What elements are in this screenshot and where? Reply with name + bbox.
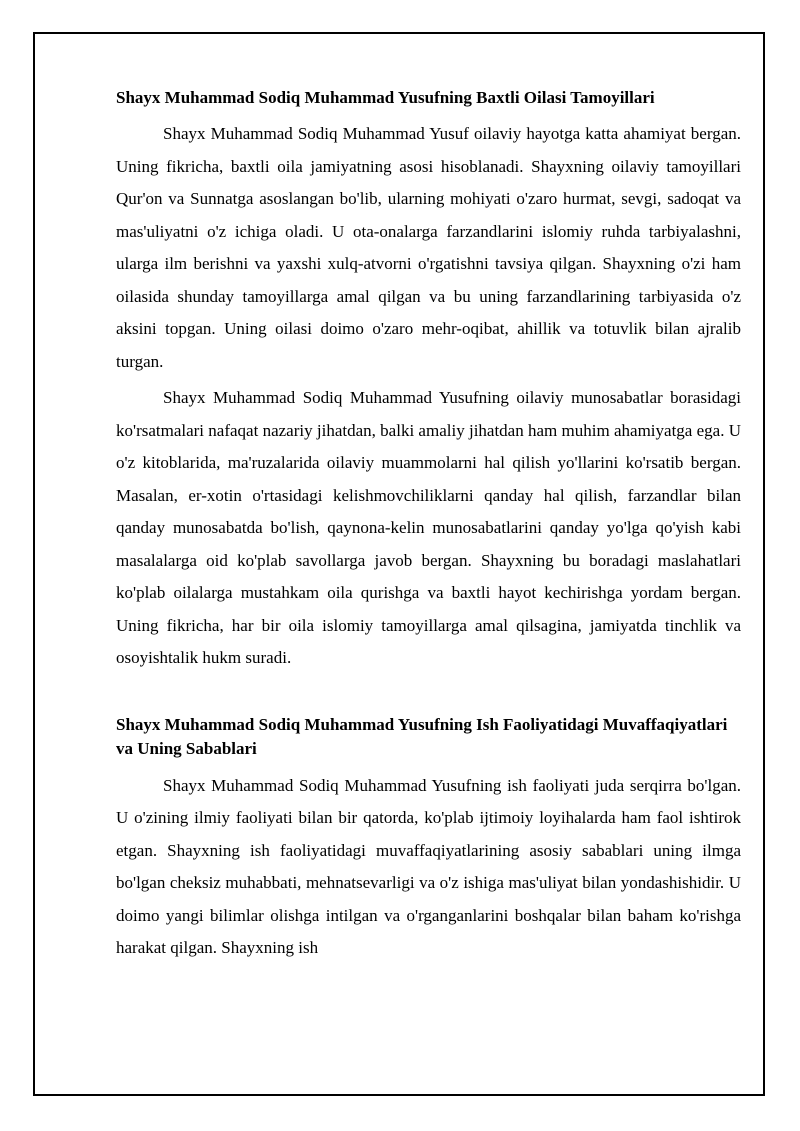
document-body [116, 86, 741, 969]
section-heading-family-principles: Shayx Muhammad Sodiq Muhammad Yusufning Baxtli Oilasi Tamoyillari [116, 88, 655, 107]
paragraph-work-success-1: Shayx Muhammad Sodiq Muhammad Yusufning ish faoliyati juda serqirra bo'lgan. U o'zining ilmiy faoliyati bilan bir qatorda, ko'plab ijtimoiy loyihalarda ham faol ishtirok etgan. Shayxning ish faoliyatidagi muvaffaqiyatlarining asosiy sabablari uning ilmga bo'lgan cheksiz muhabbati, mehnatsevarligi va o'z ishiga mas'uliyat bilan yondashishidir. U doimo yangi bilimlar olishga intilgan va o'rganganlarini boshqalar bilan baham ko'rishga harakat qilgan. Shayxning ish [116, 775, 741, 957]
section-heading-work-success: Shayx Muhammad Sodiq Muhammad Yusufning Ish Faoliyatidagi Muvaffaqiyatlari va Uning Sabablari [116, 714, 728, 758]
paragraph-family-principles-2: Shayx Muhammad Sodiq Muhammad Yusufning oilaviy munosabatlar borasidagi ko'rsatmalari nafaqat nazariy jihatdan, balki amaliy jihatdan ham muhim ahamiyatga ega. U o'z kitoblarida, ma'ruzalarida oilaviy muammolarni hal qilish yo'llarini ko'rsatib bergan. Masalan, er-xotin o'rtasidagi kelishmovchiliklarni qanday hal qilish, farzandlar bilan qanday munosabatda bo'lish, qaynona-kelin munosabatlarini qanday yo'lga qo'yish kabi masalalarga oid ko'plab savollarga javob bergan. Shayxning bu boradagi maslahatlari ko'plab oilalarga mustahkam oila qurishga va baxtli hayot kechirishga yordam bergan. Uning fikricha, har bir oila islomiy tamoyillarga amal qilsagina, jamiyatda tinchlik va osoyishtalik hukm suradi. [116, 388, 741, 667]
paragraph-family-principles-1: Shayx Muhammad Sodiq Muhammad Yusuf oilaviy hayotga katta ahamiyat bergan. Uning fikricha, baxtli oila jamiyatning asosi hisoblanadi. Shayxning oilaviy tamoyillari Qur'on va Sunnatga asoslangan bo'lib, ularning mohiyati o'zaro hurmat, sevgi, sadoqat va mas'uliyatni o'z ichiga oladi. U ota-onalarga farzandlarini islomiy ruhda tarbiyalashni, ularga ilm berishni va yaxshi xulq-atvorni o'rgatishni tavsiya qilgan. Shayxning o'zi ham oilasida shunday tamoyillarga amal qilgan va bu uning farzandlarining tarbiyasida o'z aksini topgan. Uning oilasi doimo o'zaro mehr-oqibat, ahillik va totuvlik bilan ajralib turgan. [116, 124, 741, 371]
